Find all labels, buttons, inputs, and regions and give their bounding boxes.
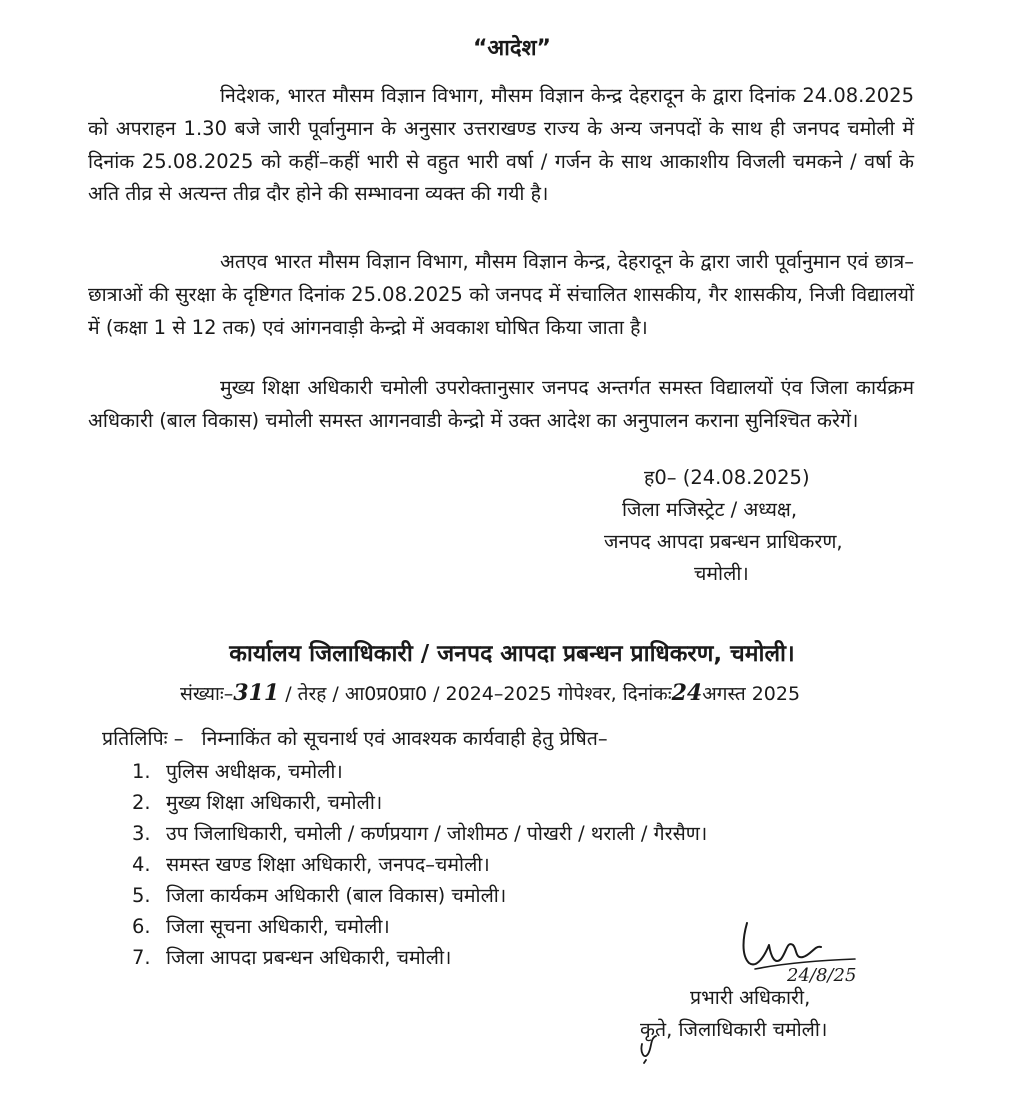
handwritten-date: 24/8/25 [787, 965, 857, 985]
officer-signature-block [640, 982, 827, 1046]
copy-text: निम्नाकिंत को सूचनार्थ एवं आवश्यक कार्यवाही हेतु प्रेषित– [201, 727, 608, 750]
list-item: 2. मुख्य शिक्षा अधिकारी, चमोली। [132, 791, 383, 814]
officer-designation: प्रभारी अधिकारी, [690, 986, 811, 1009]
district-name: चमोली। [694, 562, 749, 585]
list-item: 7. जिला आपदा प्रबन्धन अधिकारी, चमोली। [132, 946, 452, 969]
order-paragraph-2 [88, 246, 914, 344]
handwritten-tick-mark [636, 1030, 666, 1064]
order-title: “आदेश” [472, 36, 552, 61]
reference-middle: / तेरह / आ0प्र0प्रा0 / 2024–2025 गोपेश्वर, दिनांकः [279, 683, 672, 705]
reference-prefix: संख्याः– [180, 683, 234, 705]
officer-on-behalf: कृते, जिलाधिकारी चमोली। [640, 1018, 828, 1041]
magistrate-designation: जिला मजिस्ट्रेट / अध्यक्ष, [622, 498, 798, 521]
copy-line [102, 724, 608, 751]
recipient-list [132, 752, 707, 969]
signed-date-line: ह0– (24.08.2025) [644, 466, 810, 489]
magistrate-signature-block [604, 462, 843, 590]
list-item: 5. जिला कार्यकम अधिकारी (बाल विकास) चमोली। [132, 884, 507, 907]
office-title: कार्यालय जिलाधिकारी / जनपद आपदा प्रबन्धन प्राधिकरण, चमोली। [229, 641, 795, 667]
reference-suffix: अगस्त 2025 [702, 683, 801, 705]
reference-number: 311 [233, 680, 280, 706]
order-paragraph-1-text: निदेशक, भारत मौसम विज्ञान विभाग, मौसम विज्ञान केन्द्र देहरादून के द्वारा दिनांक 24.08.2025 को अपराहन 1.30 बजे जारी पूर्वानुमान के अनुसार उत्तराखण्ड राज्य के अन्य जनपदों के साथ ही जनपद चमोली में दिनांक 25.08.2025 को कहीं–कहीं भारी से वहुत भारी वर्षा / गर्जन के साथ आकाशीय विजली चमकने / वर्षा के अति तीव्र से अत्यन्त तीव्र दौर होने की सम्भावना व्यक्त की गयी है। [88, 84, 914, 206]
authority-name: जनपद आपदा प्रबन्धन प्राधिकरण, [604, 530, 843, 553]
list-item: 6. जिला सूचना अधिकारी, चमोली। [132, 915, 390, 938]
order-paragraph-3 [88, 372, 914, 438]
list-item: 1. पुलिस अधीक्षक, चमोली। [132, 760, 343, 783]
order-paragraph-3-text: मुख्य शिक्षा अधिकारी चमोली उपरोक्तानुसार जनपद अन्तर्गत समस्त विद्यालयों एंव जिला कार्यक्रम अधिकारी (बाल विकास) चमोली समस्त आगनवाडी केन्द्रो में उक्त आदेश का अनुपालन कराना सुनिश्चित करेगें। [88, 376, 914, 432]
reference-day: 24 [671, 680, 703, 706]
list-item: 3. उप जिलाधिकारी, चमोली / कर्णप्रयाग / जोशीमठ / पोखरी / थराली / गैरसैण। [132, 822, 708, 845]
list-item: 4. समस्त खण्ड शिक्षा अधिकारी, जनपद–चमोली। [132, 853, 490, 876]
order-paragraph-1 [88, 80, 914, 211]
handwritten-signature [735, 915, 875, 985]
order-paragraph-2-text: अतएव भारत मौसम विज्ञान विभाग, मौसम विज्ञान केन्द्र, देहरादून के द्वारा जारी पूर्वानुमान एवं छात्र–छात्राओं की सुरक्षा के दृष्टिगत दिनांक 25.08.2025 को जनपद में संचालित शासकीय, गैर शासकीय, निजी विद्यालयों में (कक्षा 1 से 12 तक) एवं आंगनवाड़ी केन्द्रो में अवकाश घोषित किया जाता है। [88, 250, 914, 339]
reference-line [180, 680, 800, 706]
copy-label: प्रतिलिपिः – [102, 727, 184, 750]
